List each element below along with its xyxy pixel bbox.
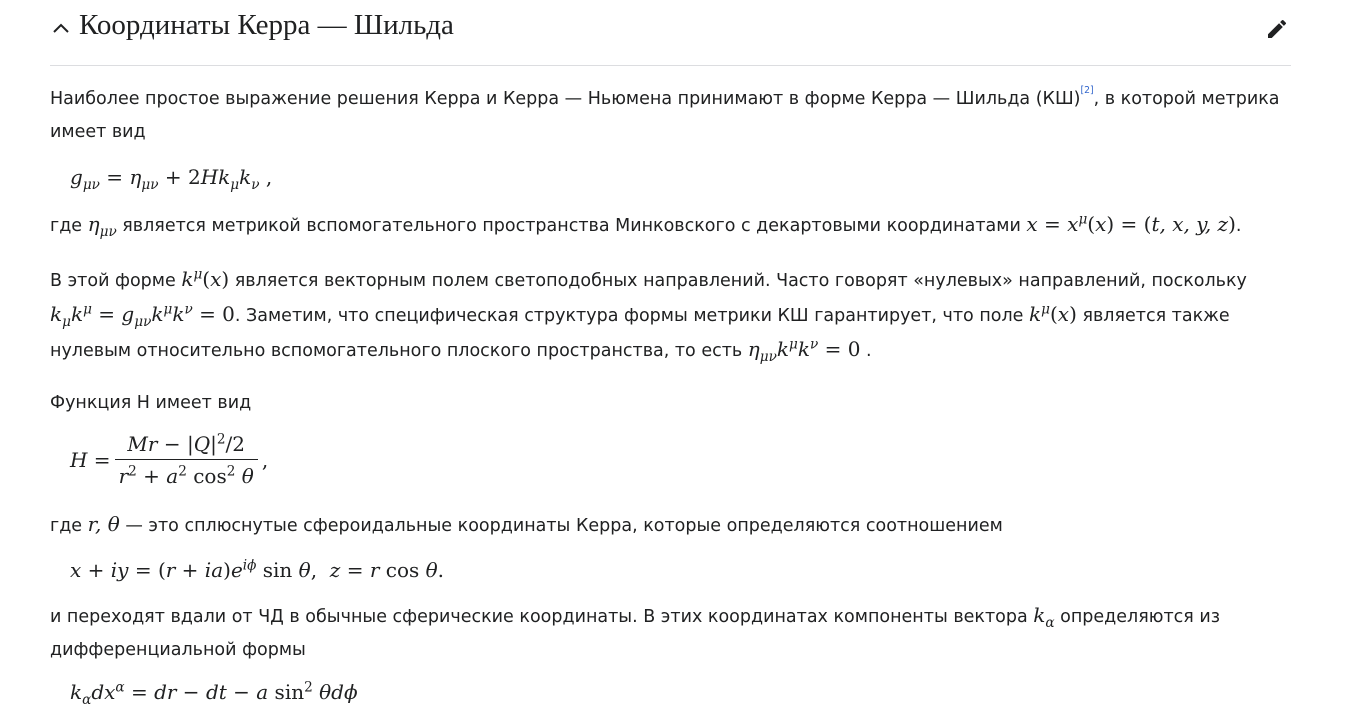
paragraph-vector-components — [50, 599, 1291, 667]
paragraph-intro — [50, 83, 1291, 149]
article-section — [50, 0, 1291, 708]
formula-coordinates: x + iy = $(r + ia)e^{i\phi}$ sin θ, z = r cos θ. — [70, 557, 445, 582]
paragraph-text: является метрикой вспомогательного пространства Минковского с декартовыми координатами — [116, 216, 1027, 236]
paragraph-text: где — [50, 516, 88, 536]
paragraph-text: , в которой метрика имеет вид — [50, 89, 1280, 142]
paragraph-text: где — [50, 216, 88, 236]
paragraph-text: В этой форме — [50, 271, 182, 291]
math-inline: $\eta_{\mu\nu}$ — [87, 212, 117, 240]
formula-metric: $g_{\mu\nu} = \eta_{\mu\nu} + 2Hk_\mu k_\nu$ , — [70, 165, 273, 193]
math-inline: r, θ — [87, 512, 120, 536]
paragraph-function-h: Функция H имеет вид — [50, 393, 252, 413]
math-inline: $k_\mu k^\mu = g_{\mu\nu}k^\mu k^\nu = 0$ — [50, 301, 235, 330]
paragraph-null-field: В этой форме $k^\mu(x)$ является векторным полем светоподобных направлений. Часто говорят «нулевых» направлений, поскольку $k_\mu k^\mu = g_{\mu\nu}k^\mu k^\nu = 0$. Заметим, что специфическая структура формы метрики КШ гарантирует, что поле $k^\mu(x)$ является также нулевым относительно вспомогательного плоского пространства, то есть $\eta_{\mu\nu}k^\mu k^\nu = 0$ . — [50, 266, 1247, 365]
chevron-up-icon[interactable] — [50, 18, 72, 40]
paragraph-minkowski: где $\eta_{\mu\nu}$ является метрикой вспомогательного пространства Минковского с декартовыми координатами $x = x^\mu(x) = (t$, x, y, z). — [50, 211, 1242, 240]
paragraph-text: и переходят вдали от ЧД в обычные сферические координаты. В этих координатах компоненты вектора — [50, 607, 1034, 627]
math-inline: $k_\alpha$ — [1033, 603, 1055, 631]
paragraph-spheroidal — [50, 508, 1291, 543]
paragraph-text: является векторным полем светоподобных направлений. Часто говорят «нулевых» направлений, поскольку — [229, 271, 1247, 291]
fraction: $\frac{Mr - |Q|^2/2}{r^2 + a^2 \cos^2 \theta}$ — [115, 432, 258, 488]
section-heading — [50, 0, 1291, 66]
math-inline: $k^\mu(x)$ — [1029, 301, 1077, 326]
paragraph-text: . Заметим, что специфическая структура формы метрики КШ гарантирует, что поле — [234, 306, 1029, 326]
section-title: Координаты Керра — Шильда — [79, 9, 454, 41]
math-inline: $\eta_{\mu\nu}k^\mu k^\nu = 0$ — [747, 336, 861, 365]
math-inline: $x = x^\mu(x) = (t$, x, y, z) — [1026, 211, 1236, 236]
paragraph-text: является также нулевым относительно вспомогательного плоского пространства, то есть — [50, 306, 1230, 361]
math-inline: $k^\mu(x)$ — [181, 266, 230, 291]
formula-h: H = $\frac{Mr - |Q|^2/2}{r^2 + a^2 \cos^2 \theta}$ , — [70, 431, 269, 488]
paragraph-text: Наиболее простое выражение решения Керра и Керра — Ньюмена принимают в форме Керра — Шильда (КШ) — [50, 89, 1081, 109]
paragraph-text: — это сплюснутые сфероидальные координаты Керра, которые определяются соотношением — [119, 516, 1003, 536]
pencil-icon[interactable] — [1263, 15, 1291, 43]
paragraph-text: определяются из дифференциальной формы — [50, 607, 1221, 660]
formula-differential-form: $k_\alpha dx^\alpha$ = dr − dt − a $\sin^2 \theta d\phi$ — [70, 679, 358, 708]
reference-link[interactable]: [2] — [1080, 84, 1094, 96]
